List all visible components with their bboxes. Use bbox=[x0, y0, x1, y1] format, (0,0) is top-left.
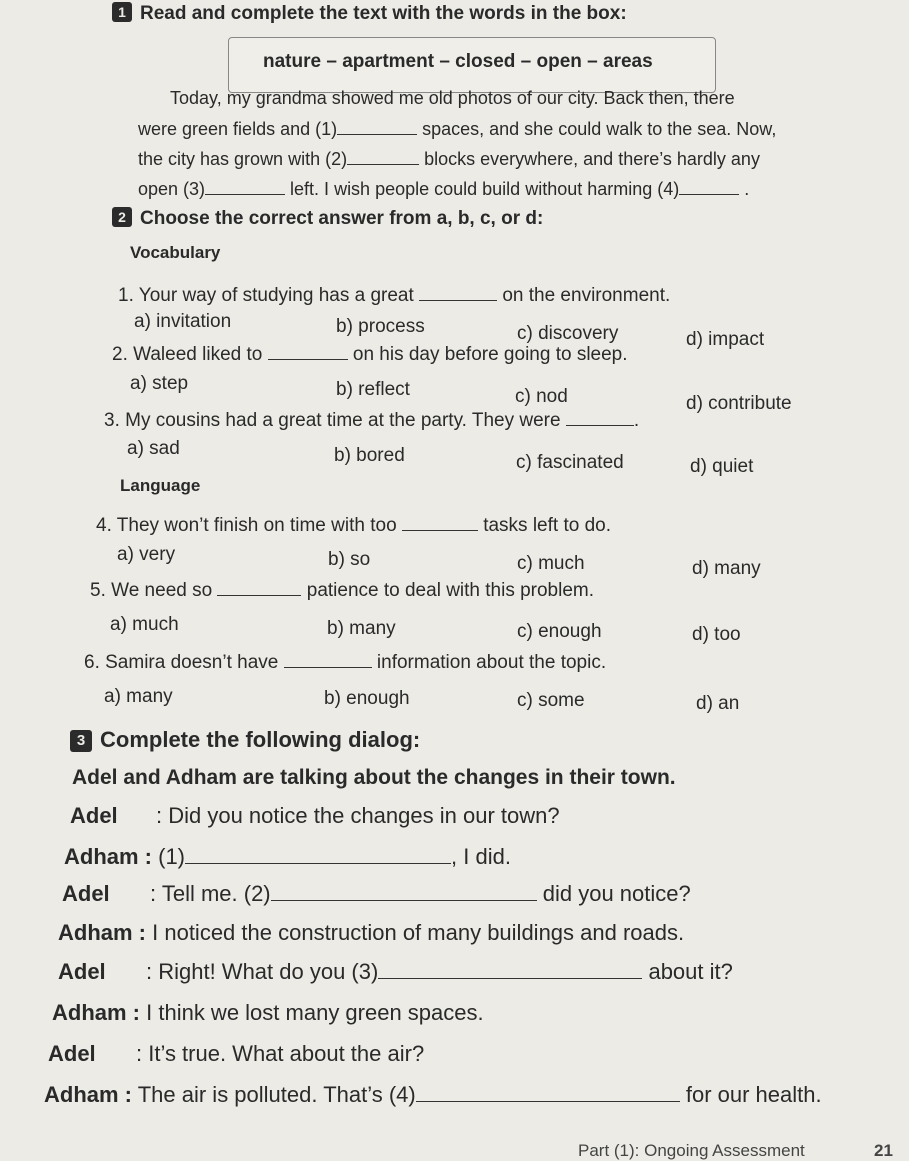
question-3: 3. My cousins had a great time at the party. They were . bbox=[104, 408, 639, 432]
dialog-blank-3[interactable] bbox=[378, 958, 642, 979]
q2-option-c[interactable]: c) nod bbox=[515, 386, 568, 407]
ex1-line-1: Today, my grandma showed me old photos of our city. Back then, there bbox=[170, 88, 735, 108]
q2-option-a[interactable]: a) step bbox=[130, 373, 189, 394]
q6-option-a[interactable]: a) many bbox=[104, 686, 173, 707]
dialog-line-3: Adel : Tell me. (2) did you notice? bbox=[62, 880, 691, 906]
word-box-text: nature – apartment – closed – open – areas bbox=[263, 51, 653, 72]
dialog-line-8: Adham : The air is polluted. That’s (4) for our health. bbox=[44, 1081, 822, 1107]
ex3-heading bbox=[70, 727, 420, 753]
ex1-blank-1[interactable] bbox=[337, 118, 417, 135]
ex1-blank-2[interactable] bbox=[347, 148, 419, 165]
ex1-line-2: were green fields and (1) spaces, and she could walk to the sea. Now, bbox=[138, 119, 777, 140]
word-box bbox=[228, 37, 716, 93]
ex2-heading bbox=[112, 207, 543, 230]
dialog-line-4: Adham : I noticed the construction of many buildings and roads. bbox=[58, 920, 685, 945]
q1-option-a[interactable]: a) invitation bbox=[134, 311, 232, 332]
q4-option-d[interactable]: d) many bbox=[692, 558, 761, 579]
question-1: 1. Your way of studying has a great on the environment. bbox=[118, 283, 670, 307]
dialog-line-1: Adel : Did you notice the changes in our town? bbox=[70, 803, 560, 828]
question-2: 2. Waleed liked to on his day before going to sleep. bbox=[112, 342, 628, 366]
dialog-line-7: Adel : It’s true. What about the air? bbox=[48, 1041, 425, 1066]
q4-blank[interactable] bbox=[402, 513, 478, 531]
ex1-line-4: open (3) left. I wish people could build without harming (4) . bbox=[138, 179, 750, 200]
q5-option-a[interactable]: a) much bbox=[110, 614, 179, 635]
q3-blank[interactable] bbox=[566, 408, 634, 426]
q3-option-c[interactable]: c) fascinated bbox=[516, 452, 624, 473]
q1-blank[interactable] bbox=[419, 283, 497, 301]
dialog-blank-4[interactable] bbox=[416, 1081, 680, 1102]
q5-option-b[interactable]: b) many bbox=[327, 618, 396, 639]
speaker-name: Adham : bbox=[58, 920, 146, 945]
ex2-title: Choose the correct answer from a, b, c, or d: bbox=[140, 208, 544, 229]
q6-option-d[interactable]: d) an bbox=[696, 693, 740, 714]
ex2-number-badge: 2 bbox=[112, 207, 132, 227]
q2-blank[interactable] bbox=[268, 342, 348, 360]
q4-option-c[interactable]: c) much bbox=[517, 553, 585, 574]
q6-option-c[interactable]: c) some bbox=[517, 690, 585, 711]
speaker-name: Adham : bbox=[52, 1000, 140, 1025]
q1-option-c[interactable]: c) discovery bbox=[517, 323, 619, 344]
dialog-line-2: Adham : (1) , I did. bbox=[64, 843, 511, 869]
question-4: 4. They won’t finish on time with too tasks left to do. bbox=[96, 513, 611, 537]
q6-option-b[interactable]: b) enough bbox=[324, 688, 410, 709]
footer-label: Part (1): Ongoing Assessment bbox=[578, 1141, 805, 1160]
dialog-blank-1[interactable] bbox=[185, 843, 451, 864]
ex1-line-3: the city has grown with (2) blocks everywhere, and there’s hardly any bbox=[138, 149, 760, 170]
ex3-number-badge: 3 bbox=[70, 730, 92, 752]
q6-blank[interactable] bbox=[284, 650, 372, 668]
dialog-line-6: Adham : I think we lost many green spaces. bbox=[52, 1000, 484, 1025]
q4-option-a[interactable]: a) very bbox=[117, 544, 176, 565]
q1-option-d[interactable]: d) impact bbox=[686, 329, 765, 350]
speaker-name: Adham : bbox=[44, 1081, 132, 1107]
question-5: 5. We need so patience to deal with this problem. bbox=[90, 578, 594, 602]
speaker-name: Adel bbox=[70, 803, 118, 828]
q5-option-d[interactable]: d) too bbox=[692, 624, 741, 645]
ex1-heading bbox=[112, 2, 627, 25]
q1-option-b[interactable]: b) process bbox=[336, 316, 425, 337]
ex1-title: Read and complete the text with the words in the box: bbox=[140, 3, 627, 24]
q2-option-d[interactable]: d) contribute bbox=[686, 393, 792, 414]
language-heading: Language bbox=[120, 476, 201, 495]
speaker-name: Adel bbox=[58, 958, 106, 984]
question-6: 6. Samira doesn’t have information about the topic. bbox=[84, 650, 606, 674]
q2-option-b[interactable]: b) reflect bbox=[336, 379, 410, 400]
speaker-name: Adel bbox=[48, 1041, 96, 1066]
page-number: 21 bbox=[874, 1141, 893, 1160]
dialog-line-5: Adel : Right! What do you (3) about it? bbox=[58, 958, 733, 984]
ex1-number-badge: 1 bbox=[112, 2, 132, 22]
dialog-intro: Adel and Adham are talking about the changes in their town. bbox=[72, 766, 676, 789]
q4-option-b[interactable]: b) so bbox=[328, 549, 371, 570]
ex1-blank-4[interactable] bbox=[679, 178, 739, 195]
dialog-blank-2[interactable] bbox=[271, 880, 537, 901]
q5-blank[interactable] bbox=[217, 578, 301, 596]
vocabulary-heading: Vocabulary bbox=[130, 243, 221, 262]
ex1-blank-3[interactable] bbox=[205, 178, 285, 195]
q3-option-d[interactable]: d) quiet bbox=[690, 456, 754, 477]
q3-option-a[interactable]: a) sad bbox=[127, 438, 180, 459]
q3-option-b[interactable]: b) bored bbox=[334, 445, 405, 466]
q5-option-c[interactable]: c) enough bbox=[517, 621, 602, 642]
speaker-name: Adel bbox=[62, 880, 110, 906]
ex3-title: Complete the following dialog: bbox=[100, 727, 421, 752]
speaker-name: Adham : bbox=[64, 843, 152, 869]
